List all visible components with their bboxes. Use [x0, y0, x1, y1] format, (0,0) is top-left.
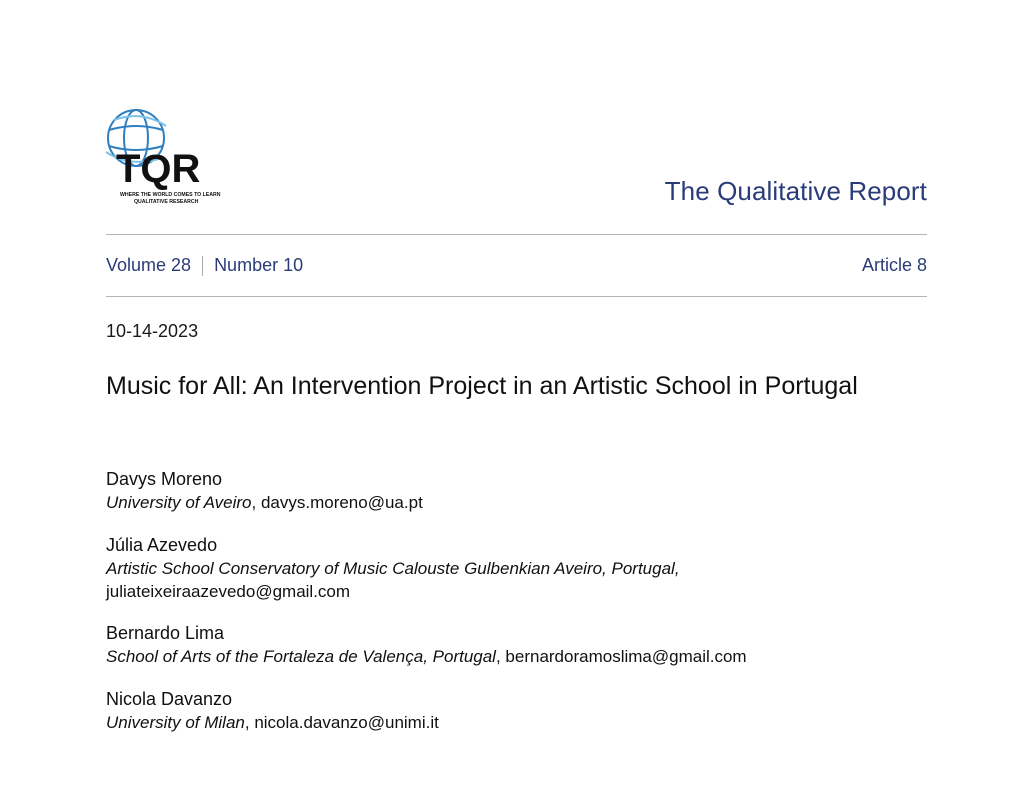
author-email: , davys.moreno@ua.pt — [251, 493, 423, 512]
article-title: Music for All: An Intervention Project in an Artistic School in Portugal — [106, 372, 858, 400]
author-name: Júlia Azevedo — [106, 535, 218, 555]
author-email: , nicola.davanzo@unimi.it — [244, 713, 439, 732]
author-affiliation: University of Aveiro, davys.moreno@ua.pt — [106, 493, 423, 512]
number-link[interactable]: Number 10 — [214, 255, 304, 275]
svg-text:QUALITATIVE RESEARCH: QUALITATIVE RESEARCH — [134, 199, 199, 205]
issue-info — [106, 255, 303, 276]
article-number: Article 8 — [861, 255, 927, 275]
author-entry — [106, 622, 747, 668]
author-name: Davys Moreno — [106, 469, 223, 489]
author-email: juliateixeiraazevedo@gmail.com — [106, 582, 351, 601]
author-affiliation: University of Milan, nicola.davanzo@unimi.it — [106, 713, 439, 732]
author-name: Nicola Davanzo — [106, 689, 233, 709]
author-affiliation: School of Arts of the Fortaleza de Valença, Portugal, bernardoramoslima@gmail.com — [106, 647, 747, 666]
publication-date: 10-14-2023 — [106, 321, 199, 341]
author-email: , bernardoramoslima@gmail.com — [495, 647, 747, 666]
svg-text:WHERE THE WORLD COMES TO LEARN: WHERE THE WORLD COMES TO LEARN — [120, 192, 221, 198]
logo-wordmark: TQR — [116, 147, 201, 191]
separator — [202, 256, 203, 276]
divider — [106, 234, 927, 235]
divider — [106, 296, 927, 297]
volume-link[interactable]: Volume 28 — [106, 255, 192, 275]
author-entry — [106, 534, 680, 603]
tqr-logo — [104, 108, 228, 208]
globe-icon — [104, 108, 228, 208]
author-entry — [106, 468, 423, 514]
author-affiliation: Artistic School Conservatory of Music Calouste Gulbenkian Aveiro, Portugal, — [106, 559, 680, 578]
journal-title[interactable]: The Qualitative Report — [664, 176, 927, 206]
author-entry — [106, 688, 439, 734]
author-name: Bernardo Lima — [106, 623, 225, 643]
